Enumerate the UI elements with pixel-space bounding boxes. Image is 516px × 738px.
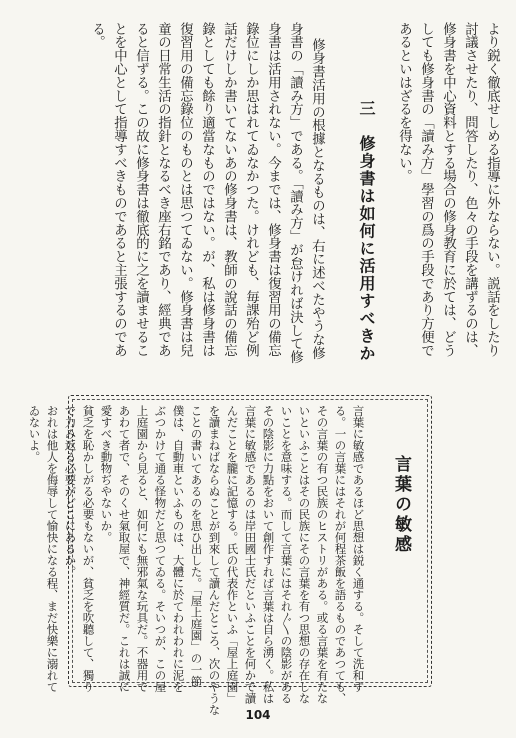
text-column: 修身書活用の根據となるものは、右に述べたやうな修 (309, 38, 325, 360)
column-box-title: 言葉の敏感 (391, 455, 411, 555)
box-text-column: ゐないよ。 (27, 405, 42, 463)
text-column: 身書は活用されない。今までは、修身書は復習用の備忘 (265, 22, 281, 357)
text-column: 修身書を中心資料とする場合の修身教育に於ては、どう (440, 22, 456, 357)
box-text-column: その陰影に力點をおいて創作すれば言葉は自ら湧く。私は (261, 405, 276, 704)
box-text-column: おれは他人を侮辱して愉快になる程、まだ快樂に溺れて (45, 405, 60, 693)
box-text-column: その言葉の有つ民族のヒストリがある。或る言葉を有たな (315, 405, 330, 704)
box-text-column: あわて者で、そのくせ氣取屋で、神經質だ。これは誠に (117, 405, 132, 693)
box-text-column: 愛すべき動物ぢやないか。 (99, 405, 114, 543)
text-column: ると信ずる。この故に修身書は徹底的に之を讀ませるこ (133, 22, 149, 357)
box-text-column: る。一の言葉にはそれが何程茶飯を語るものであつても、 (333, 405, 348, 704)
text-column: より鋭く徹底せしめる指導に外ならない。説話をしたり (484, 22, 500, 357)
box-text-column: ことの書いてあるのを思ひ出した。「屋上庭園」の一節 (189, 405, 204, 687)
page-number: 104 (245, 708, 271, 722)
text-column: る。 (89, 22, 105, 49)
text-column: 身書の「讀み方」である。「讀み方」が怠ければ決して修 (287, 22, 303, 364)
text-column: 復習用の備忘錄位のものとは思つてゐない。修身書は兒 (177, 22, 193, 357)
text-column: 話だけしか書いてないあの修身書は、教師の說話の備忘 (221, 22, 237, 357)
box-text-column: を讀まねばならぬことが到來して讀んだところ、次のやうな (207, 405, 222, 716)
box-text-column: ぶつかけて通る怪物だと思つてゐる。そいつが、この屋 (153, 405, 168, 693)
box-text-column: いといふことはその民族にその言葉を有つ思想の存在しな (297, 405, 312, 704)
box-text-column: いことを意味する。而して言葉にはそれ〴〵の陰影がある (279, 405, 294, 704)
text-column: とを中心として指導すべきものであると主張するのであ (111, 22, 127, 357)
box-text-column: んだことを朧に記憶する。氏の代表作といふ「屋上庭園」 (225, 405, 240, 704)
text-column: あるといはざるを得ない。 (396, 22, 412, 183)
box-text-column: 僕は、自動車といふものは、大體に於てわれわれに泥を (171, 405, 186, 693)
text-column: 討議させたり、問答したり、色々の手段を講ずるのは、 (462, 22, 478, 357)
box-text-column: 言葉に敏感であるほど思想は鋭く通する。そして洗和す (351, 405, 366, 693)
text-column: 錄位にしか思はれてゐなかつた。けれども、毎課殆ど例 (243, 22, 259, 357)
text-column: 童の日常生活の指針となるべき座右銘であり、經典であ (155, 22, 171, 357)
section-heading: 三 修身書は如何に活用すべきか (357, 100, 376, 363)
box-text-column: 上庭園から見ると、如何にも無邪氣な玩具だ。不器用で (135, 405, 150, 693)
text-column: しても修身書の「讀み方」學習の爲の手段であり方便で (418, 22, 434, 357)
text-column: 錄としても餘り適當なものではない。が、私は修身書は (199, 22, 215, 357)
box-text-column: 貧乏を恥かしがる必要もないが、貧乏を吹聽して、獨り (81, 405, 96, 693)
box-text-column: で力み返る必要がどこにあるか。 (63, 405, 78, 578)
box-text-column: 言葉に敏感であるのは岸田國士氏だといふことを何かで讀 (243, 405, 258, 704)
